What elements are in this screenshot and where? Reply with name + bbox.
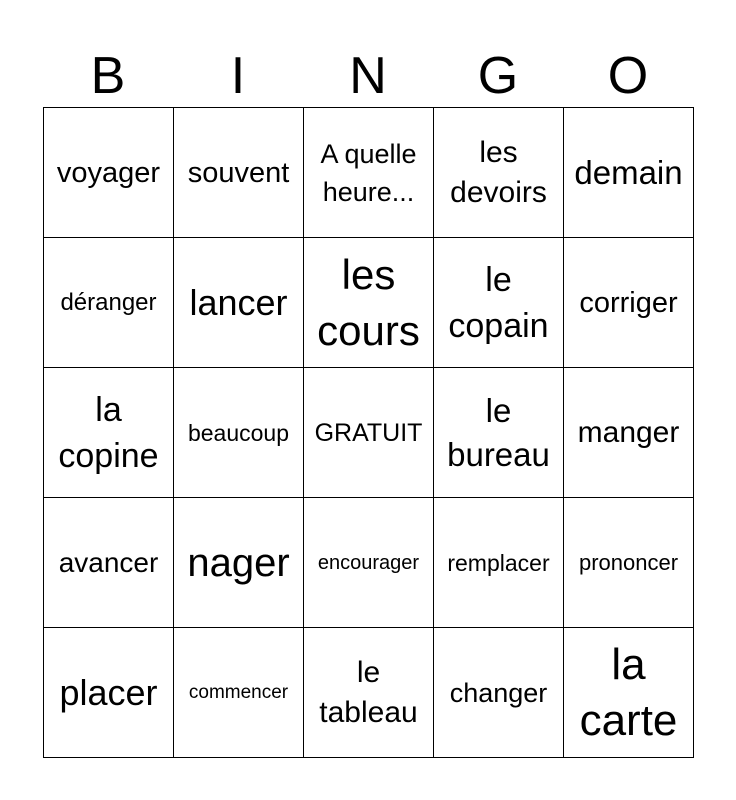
cell-label: commencer (188, 681, 289, 703)
bingo-cell (434, 498, 564, 628)
cell-label: encourager (317, 551, 420, 574)
bingo-cell (44, 498, 174, 628)
bingo-cell (434, 108, 564, 238)
header-letter-o: O (607, 47, 649, 105)
bingo-cell (304, 108, 434, 238)
bingo-header (43, 44, 693, 108)
cell-label: nager (187, 540, 290, 585)
bingo-cell (564, 368, 694, 498)
bingo-cell (564, 108, 694, 238)
cell-label: le bureau (447, 391, 550, 473)
bingo-cell (434, 628, 564, 758)
cell-label: A quelle heure... (320, 138, 417, 207)
header-letter-n: N (349, 47, 387, 105)
cell-label: changer (449, 677, 548, 708)
bingo-cell (304, 498, 434, 628)
free-space-cell (304, 368, 434, 498)
header-letter-b: B (90, 47, 126, 105)
cell-label: souvent (187, 156, 290, 189)
cell-label: les devoirs (450, 135, 547, 209)
cell-label: manger (577, 415, 680, 449)
cell-label: le tableau (319, 655, 418, 729)
header-letter-i: I (230, 47, 246, 105)
cell-label: demain (574, 153, 683, 191)
cell-label: avancer (58, 546, 159, 578)
bingo-cell (564, 238, 694, 368)
bingo-cell (174, 628, 304, 758)
cell-label: remplacer (447, 549, 550, 576)
bingo-board (43, 107, 694, 758)
bingo-cell (44, 238, 174, 368)
cell-label: la copine (58, 390, 159, 475)
cell-label: déranger (60, 288, 157, 316)
bingo-cell (564, 628, 694, 758)
cell-label: placer (59, 671, 158, 713)
bingo-cell (174, 498, 304, 628)
bingo-cell (564, 498, 694, 628)
cell-label: le copain (448, 260, 549, 345)
bingo-cell (304, 238, 434, 368)
free-space-label: GRATUIT (314, 418, 423, 447)
bingo-cell (44, 368, 174, 498)
bingo-cell (434, 238, 564, 368)
bingo-cell (174, 368, 304, 498)
cell-label: voyager (56, 156, 161, 189)
bingo-cell (174, 238, 304, 368)
bingo-cell (174, 108, 304, 238)
cell-label: prononcer (578, 549, 679, 575)
cell-label: lancer (189, 281, 288, 323)
cell-label: la carte (579, 639, 678, 745)
bingo-cell (434, 368, 564, 498)
header-letter-g: G (477, 47, 519, 105)
cell-label: corriger (579, 286, 678, 319)
bingo-cell (44, 108, 174, 238)
bingo-cell (304, 628, 434, 758)
bingo-cell (44, 628, 174, 758)
cell-label: beaucoup (187, 419, 290, 446)
cell-label: les cours (317, 250, 420, 354)
